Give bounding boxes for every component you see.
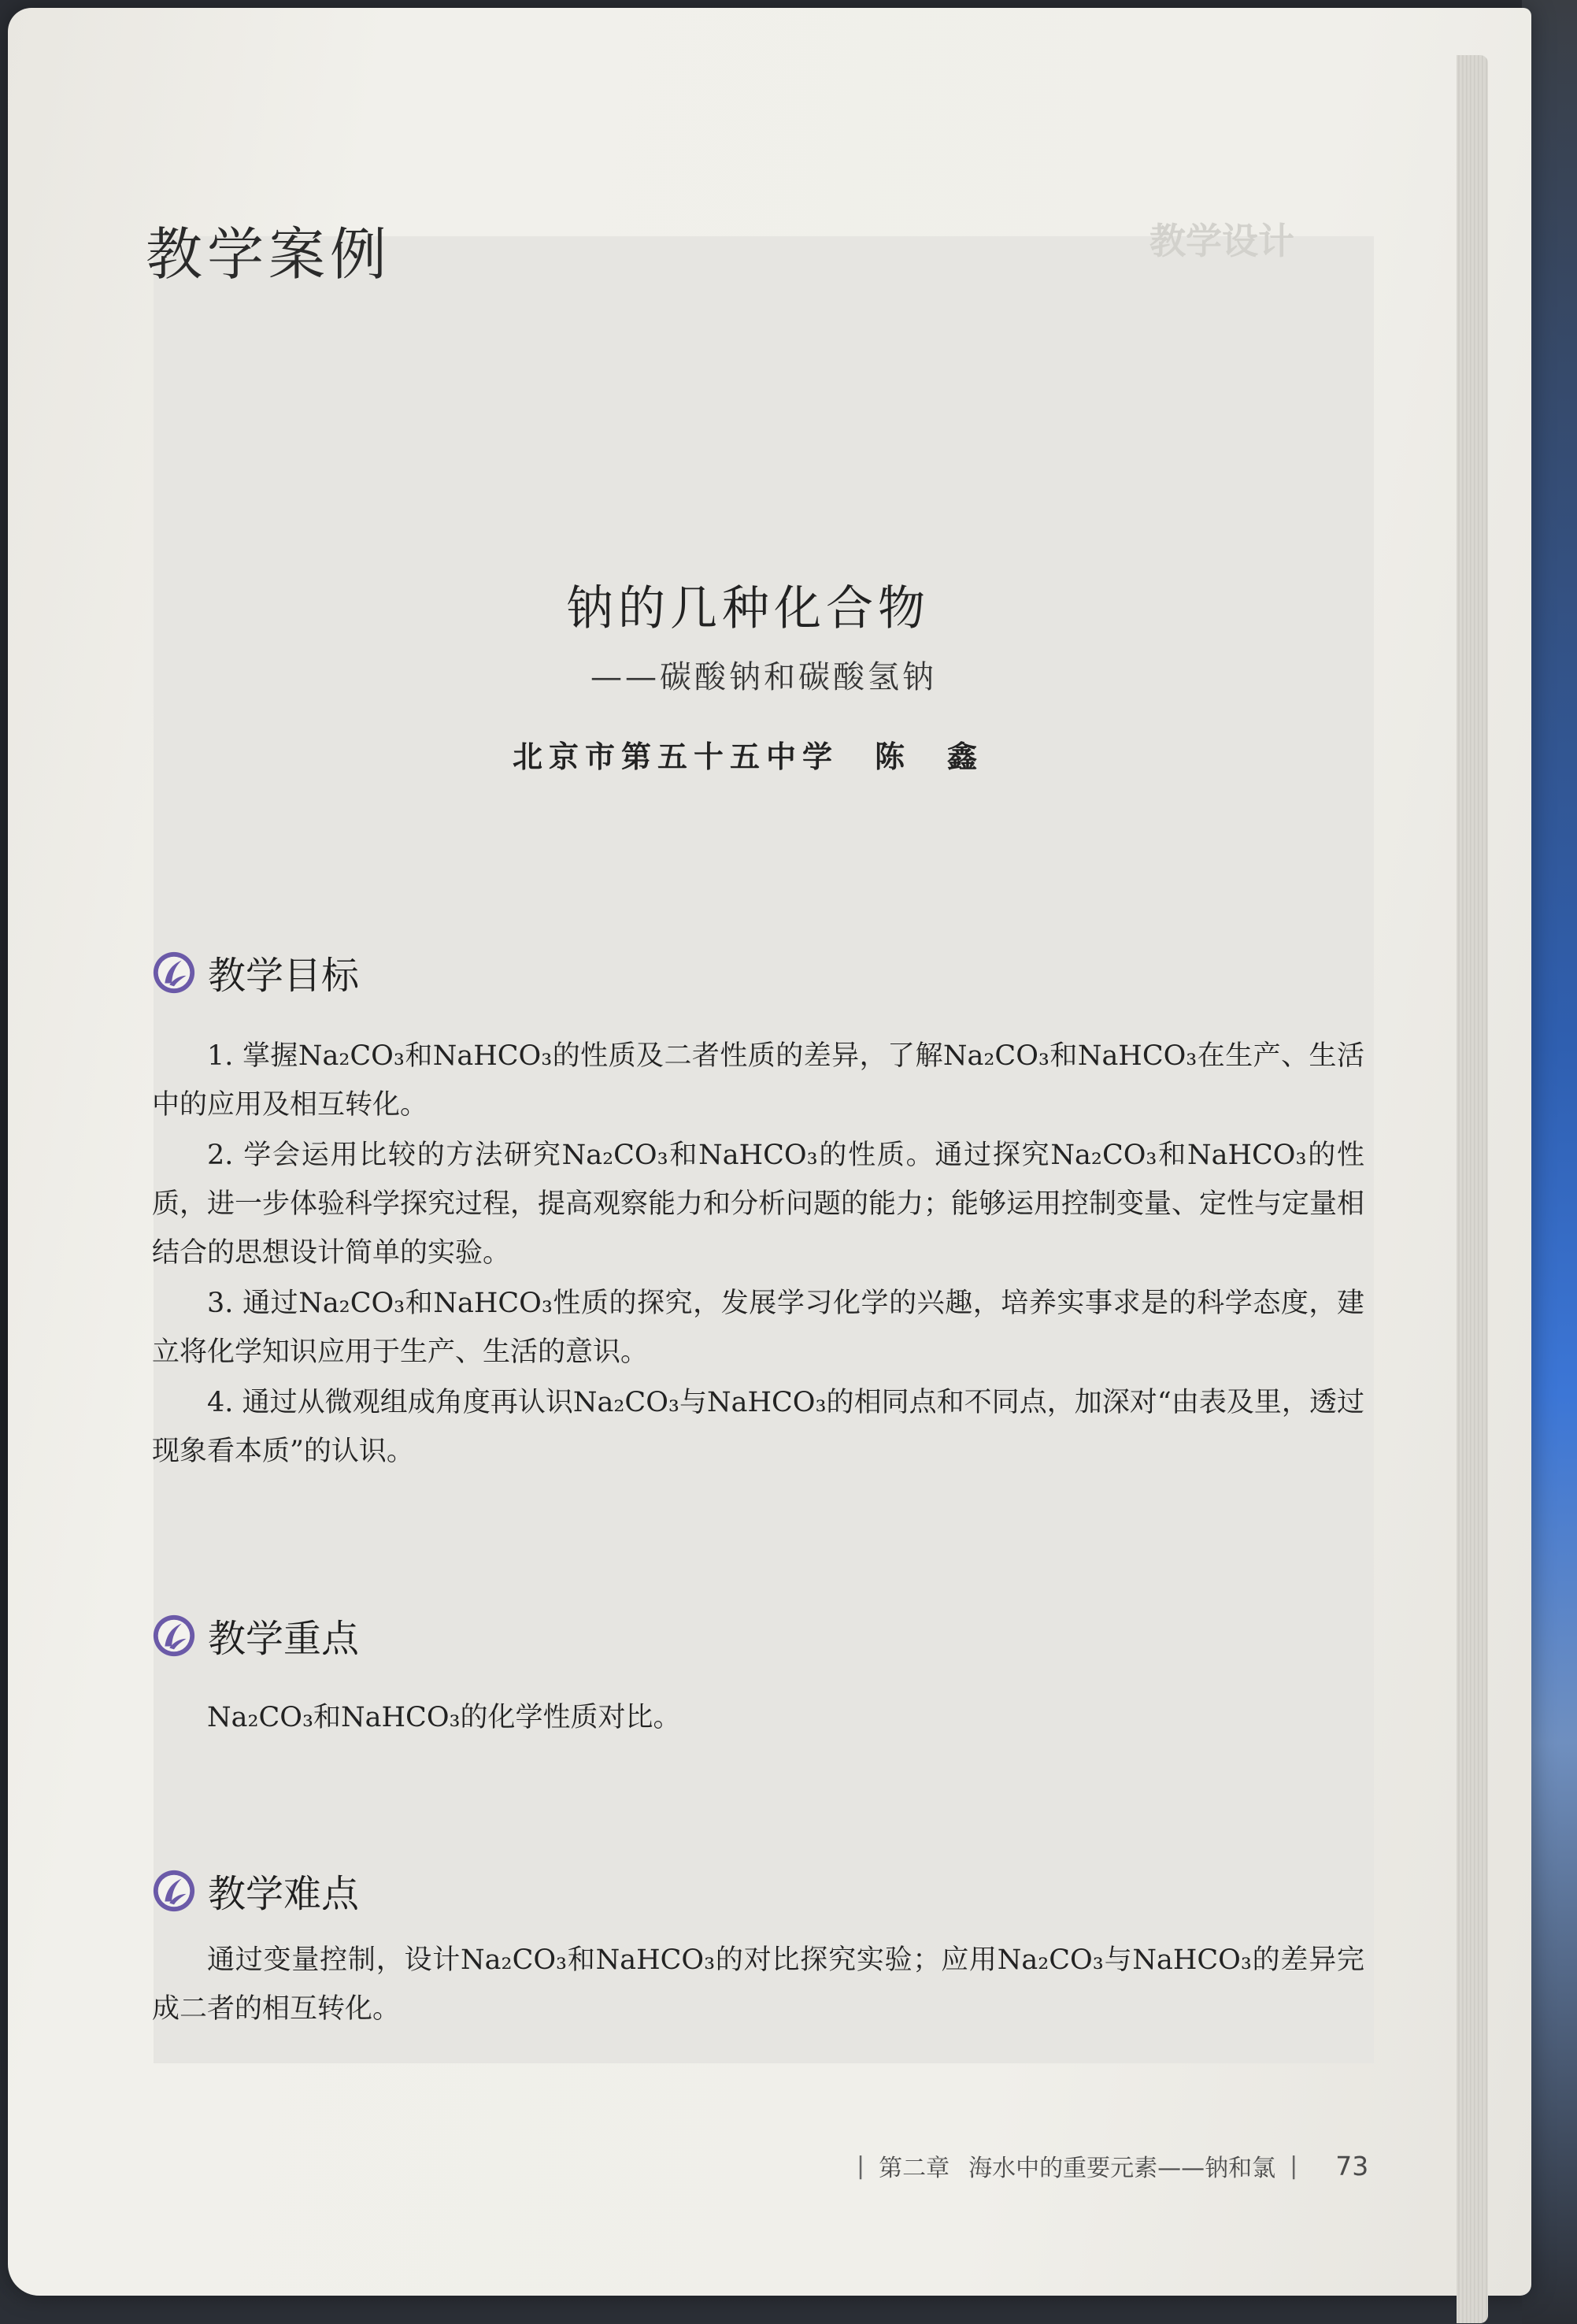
- lesson-subtitle: ——碳酸钠和碳酸氢钠: [590, 659, 937, 695]
- objective-item-2: 2. 学会运用比较的方法研究Na₂CO₃和NaHCO₃的性质。通过探究Na₂CO₃和NaHCO₃的性质，进一步体验科学探究过程，提高观察能力和分析问题的能力；能够运用控制变量、定性与定量相结合的思想设计简单的实验。: [152, 1140, 1365, 1269]
- author-line: 北京市第五十五中学 陈 鑫: [512, 739, 983, 774]
- section-label: 教学目标: [208, 954, 360, 998]
- footer-divider: |: [857, 2152, 865, 2180]
- footer-chapter-name: 海水中的重要元素——钠和氯: [968, 2155, 1276, 2182]
- section-label: 教学难点: [208, 1872, 360, 1916]
- page-footer: [842, 2148, 1368, 2183]
- objective-item-1: 1. 掌握Na₂CO₃和NaHCO₃的性质及二者性质的差异，了解Na₂CO₃和NaHCO₃在生产、生活中的应用及相互转化。: [152, 1040, 1364, 1121]
- section-heading-difficulties: [151, 1863, 359, 1918]
- lesson-title: 钠的几种化合物: [566, 581, 930, 636]
- section-swirl-icon: [151, 950, 197, 995]
- objective-item-4: 4. 通过从微观组成角度再认识Na₂CO₃与NaHCO₃的相同点和不同点，加深对“由表及里，透过现象看本质”的认识。: [152, 1387, 1364, 1467]
- page-number: 73: [1335, 2150, 1369, 2181]
- objective-item-3: 3. 通过Na₂CO₃和NaHCO₃性质的探究，发展学习化学的兴趣，培养实事求是的科学态度，建立将化学知识应用于生产、生活的意识。: [152, 1288, 1364, 1368]
- difficulties-text: 通过变量控制，设计Na₂CO₃和NaHCO₃的对比探究实验；应用Na₂CO₃与NaHCO₃的差异完成二者的相互转化。: [152, 1944, 1364, 2025]
- section-swirl-icon: [151, 1868, 197, 1914]
- section-swirl-icon: [151, 1613, 197, 1659]
- section-heading-objectives: [151, 945, 359, 999]
- show-through-title: 教学设计: [1149, 220, 1294, 262]
- key-points-text: Na₂CO₃和NaHCO₃的化学性质对比。: [207, 1702, 681, 1733]
- book-page: [8, 8, 1531, 2296]
- footer-chapter: 第二章: [879, 2155, 950, 2182]
- page-stack-edge: [1457, 55, 1488, 2323]
- section-heading-key-points: [151, 1608, 359, 1662]
- footer-divider: |: [1290, 2152, 1298, 2180]
- section-label: 教学重点: [208, 1617, 360, 1661]
- chapter-title: 教学案例: [146, 221, 392, 287]
